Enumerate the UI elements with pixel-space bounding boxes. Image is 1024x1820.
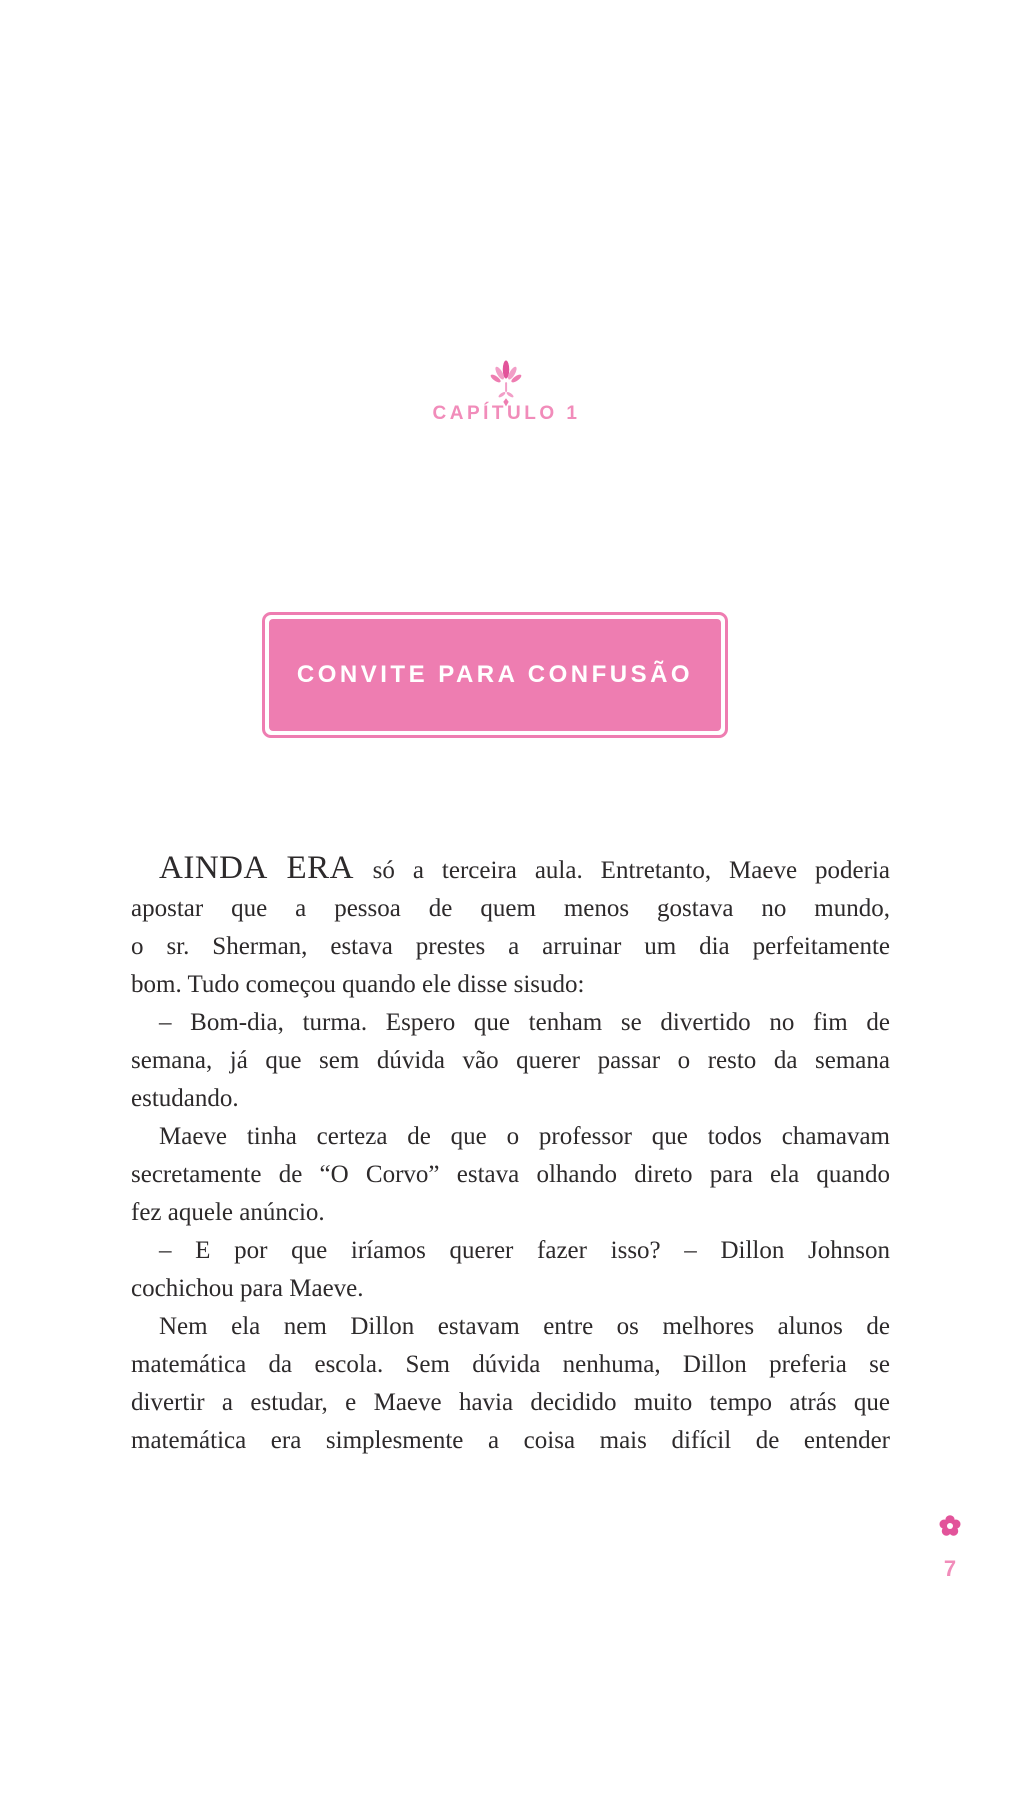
text-line: matemática era simplesmente a coisa mais difícil de entender xyxy=(131,1427,890,1454)
body-text xyxy=(131,849,890,1460)
paragraph xyxy=(131,849,890,1004)
text-line: o sr. Sherman, estava prestes a arruinar um dia perfeitamente xyxy=(131,933,890,960)
text-line: fez aquele anúncio. xyxy=(131,1199,325,1226)
paragraph xyxy=(131,1232,890,1308)
text-line: – E por que iríamos querer fazer isso? – Dillon Johnson xyxy=(159,1237,890,1264)
text-line: matemática da escola. Sem dúvida nenhuma, Dillon preferia se xyxy=(131,1351,890,1378)
text-line: secretamente de “O Corvo” estava olhando direto para ela quando xyxy=(131,1161,890,1188)
paragraph xyxy=(131,1118,890,1232)
text-line: cochichou para Maeve. xyxy=(131,1275,364,1302)
paragraph xyxy=(131,1004,890,1118)
paragraph xyxy=(131,1308,890,1460)
text-line: apostar que a pessoa de quem menos gostava no mundo, xyxy=(131,895,890,922)
chapter-title: CONVITE PARA CONFUSÃO xyxy=(296,661,694,688)
chapter-title-box xyxy=(262,612,728,738)
chapter-heading: CAPÍTULO 1 xyxy=(432,403,581,424)
text-line: estudando. xyxy=(131,1085,239,1112)
text-line: – Bom-dia, turma. Espero que tenham se divertido no fim de xyxy=(159,1009,890,1036)
text-line: semana, já que sem dúvida vão querer passar o resto da semana xyxy=(131,1047,890,1074)
chapter-title-box-fill xyxy=(269,619,721,731)
page-footer xyxy=(924,1514,976,1582)
text-line: Nem ela nem Dillon estavam entre os melhores alunos de xyxy=(159,1313,890,1340)
text-line: AINDA ERA só a terceira aula. Entretanto, Maeve poderia xyxy=(159,850,890,886)
text-line: divertir a estudar, e Maeve havia decidido muito tempo atrás que xyxy=(131,1389,890,1416)
page-number: 7 xyxy=(943,1556,957,1581)
text-line: bom. Tudo começou quando ele disse sisudo: xyxy=(131,971,585,998)
text-line: Maeve tinha certeza de que o professor que todos chamavam xyxy=(159,1123,890,1150)
paragraph-lead-in: AINDA ERA xyxy=(159,850,373,886)
flower-icon xyxy=(938,1514,962,1543)
